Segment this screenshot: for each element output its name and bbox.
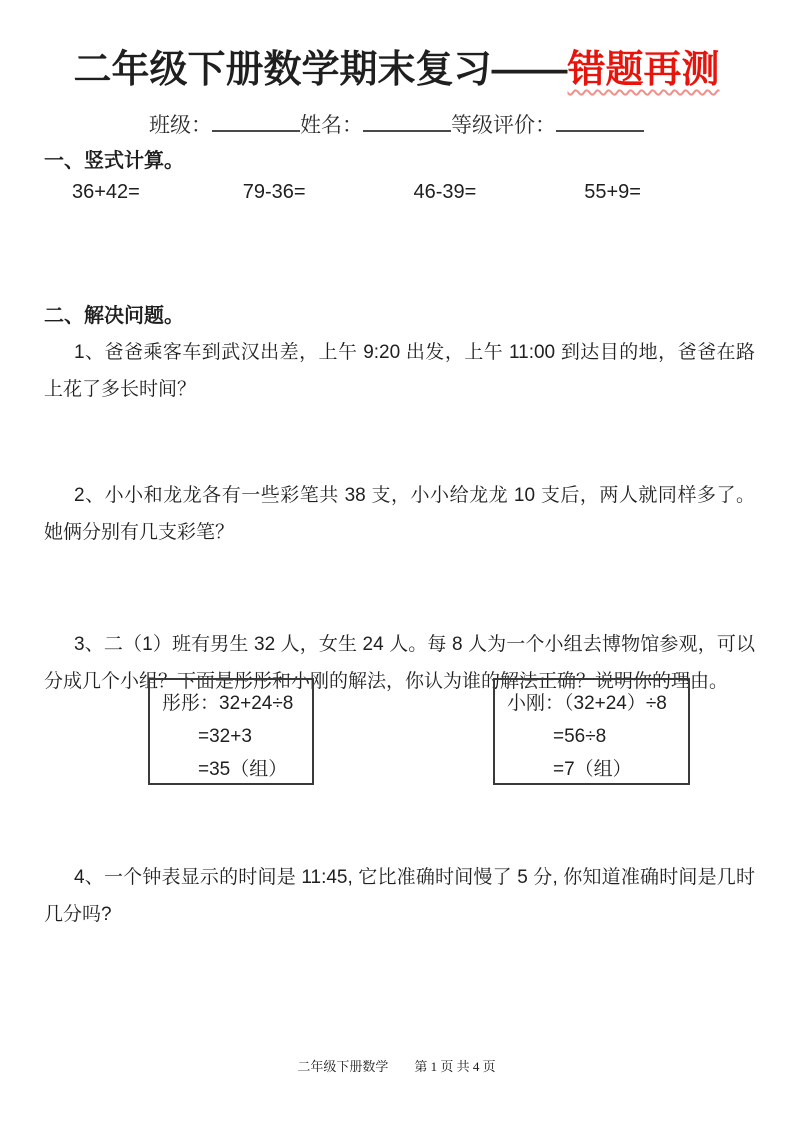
calc-problem-4: 55+9=	[584, 181, 641, 203]
section1-heading: 一、竖式计算。	[44, 150, 184, 172]
word-problem-3: 3、二（1）班有男生 32 人，女生 24 人。每 8 人为一个小组去博物馆参观，可以分成几个小组？下面是彤彤和小刚的解法，你认为谁的解法正确？说明你的理由。	[44, 634, 755, 692]
word-problem-4: 4、一个钟表显示的时间是 11:45, 它比准确时间慢了 5 分, 你知道准确时间是几时几分吗?	[44, 867, 755, 925]
student-info-line	[0, 110, 793, 140]
vertical-calculation-row	[44, 178, 755, 206]
name-blank-field	[363, 112, 451, 132]
tongtong-line-3: =35（组）	[198, 759, 288, 780]
word-problem-1: 1、爸爸乘客车到武汉出差，上午 9:20 出发，上午 11:00 到达目的地，爸爸在路上花了多长时间？	[44, 342, 755, 400]
xiaogang-line-1: 小刚：（32+24）÷8	[507, 693, 667, 714]
title-black-part: 二年级下册数学期末复习——	[73, 49, 568, 91]
grade-label: 等级评价：	[451, 113, 556, 137]
calc-problem-2: 79-36=	[242, 181, 306, 203]
tongtong-line-2: =32+3	[198, 726, 252, 747]
class-label: 班级：	[149, 113, 212, 137]
worksheet-content	[0, 149, 793, 933]
word-problem-2: 2、小小和龙龙各有一些彩笔共 38 支，小小给龙龙 10 支后，两人就同样多了。她俩分别有几支彩笔？	[44, 485, 755, 543]
footer-page-number: 第 1 页 共 4 页	[414, 1059, 496, 1074]
xiaogang-solution-box	[493, 678, 690, 785]
tongtong-line-1: 彤彤：32+24÷8	[162, 693, 294, 714]
xiaogang-line-3: =7（组）	[553, 759, 632, 780]
grade-blank-field	[556, 112, 644, 132]
calc-problem-3: 46-39=	[413, 181, 477, 203]
page-title	[0, 46, 793, 94]
xiaogang-line-2: =56÷8	[553, 726, 607, 747]
class-blank-field	[212, 112, 300, 132]
section2-heading: 二、解决问题。	[44, 305, 184, 327]
page-footer	[0, 1058, 793, 1076]
footer-book-title: 二年级下册数学	[297, 1059, 389, 1074]
calc-problem-1: 36+42=	[72, 181, 140, 203]
tongtong-solution-box	[148, 678, 314, 785]
name-label: 姓名：	[300, 113, 363, 137]
title-red-part: 错题再测	[567, 49, 720, 91]
